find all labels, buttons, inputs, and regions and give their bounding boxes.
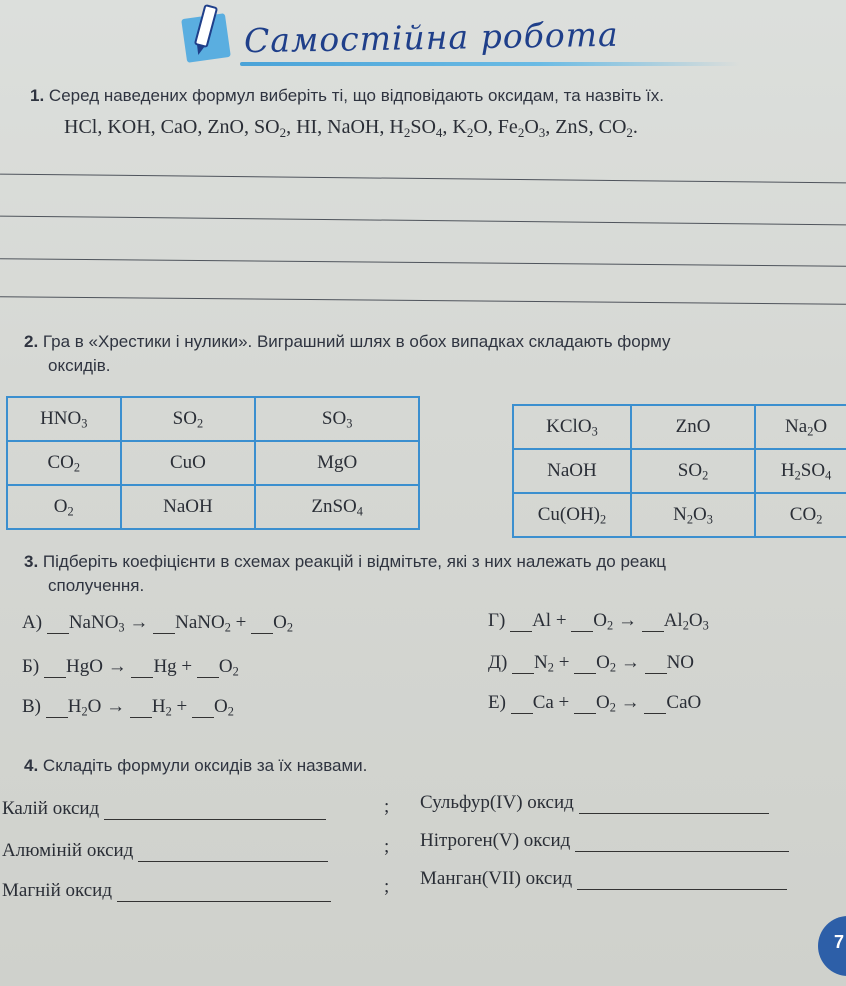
coefficient-blank[interactable]: [47, 615, 69, 634]
coefficient-blank[interactable]: [197, 659, 219, 678]
question-3-cont: сполучення.: [48, 576, 145, 595]
grid-cell[interactable]: $CO_2$: [755, 493, 846, 537]
oxide-left-2: Алюміній оксид: [2, 840, 328, 862]
grid-cell[interactable]: NaOH: [513, 449, 631, 493]
coefficient-blank[interactable]: [153, 615, 175, 634]
question-text: Серед наведених формул виберіть ті, що відповідають оксидам, та назвіть їх.: [48, 86, 664, 105]
grid-cell[interactable]: $H_2SO_4$: [755, 449, 846, 493]
answer-blank[interactable]: [579, 795, 769, 814]
question-2: [24, 332, 671, 352]
grid-cell[interactable]: $HNO_3$: [7, 397, 121, 441]
coefficient-blank[interactable]: [510, 613, 532, 632]
oxide-right-1: Сульфур(IV) оксид: [420, 792, 769, 814]
reaction-b: Б) HgO → $Hg + O_2$: [22, 656, 239, 679]
coefficient-blank[interactable]: [645, 655, 667, 674]
answer-line[interactable]: [0, 258, 846, 266]
answer-line[interactable]: [0, 174, 846, 184]
reaction-d: Д) $N_2 + O_2$ → NO: [488, 652, 695, 675]
grid-cell[interactable]: MgO: [255, 441, 419, 485]
grid-cell[interactable]: $Cu(OH)_2$: [513, 493, 631, 537]
question-text: Підберіть коефіцієнти в схемах реакцій і відмітьте, які з них належать до реакц: [42, 552, 666, 571]
reaction-v: В) $H_2O \to H_2 + O_2$: [22, 696, 234, 719]
reaction-a: А) NaNO$_3$ → NaNO$_2$ + $O_2$: [22, 612, 293, 635]
question-number: 1.: [30, 86, 45, 105]
grid-cell[interactable]: $CO_2$: [7, 441, 121, 485]
grid-cell[interactable]: CuO: [121, 441, 256, 485]
question-text: Складіть формули оксидів за їх назвами.: [42, 756, 368, 775]
question-2-cont: оксидів.: [48, 356, 111, 375]
answer-blank[interactable]: [117, 883, 331, 902]
grid-cell[interactable]: $SO_2$: [631, 449, 755, 493]
coefficient-blank[interactable]: [251, 615, 273, 634]
grid-cell[interactable]: NaOH: [121, 485, 256, 529]
coefficient-blank[interactable]: [130, 699, 152, 718]
coefficient-blank[interactable]: [574, 655, 596, 674]
answer-blank[interactable]: [575, 833, 789, 852]
answer-blank[interactable]: [577, 871, 787, 890]
coefficient-blank[interactable]: [512, 655, 534, 674]
oxide-left-3: Магній оксид: [2, 880, 331, 902]
separator: ;: [384, 876, 390, 897]
formula-list: HCl, KOH, CaO, ZnO, $SO_2$, HI, NaOH, $H_2SO_4$, $K_2O$, $Fe_2O_3$, ZnS, $CO_2$.: [64, 116, 638, 140]
reaction-e: Е) $Ca + O_2$ → CaO: [488, 692, 702, 715]
oxide-right-3: Манган(VII) оксид: [420, 868, 787, 890]
oxide-right-2: Нітроген(V) оксид: [420, 830, 789, 852]
separator: ;: [384, 836, 390, 857]
question-3: [24, 552, 666, 572]
grid-cell[interactable]: $SO_2$: [121, 397, 256, 441]
answer-line[interactable]: [0, 296, 846, 304]
coefficient-blank[interactable]: [574, 695, 596, 714]
coefficient-blank[interactable]: [642, 613, 664, 632]
question-number: 2.: [24, 332, 39, 351]
tic-tac-toe-grid-2: [512, 404, 846, 538]
answer-blank[interactable]: [138, 843, 328, 862]
question-text: Гра в «Хрестики і нулики». Виграшний шлях в обох випадках складають форму: [42, 332, 671, 351]
tic-tac-toe-grid-1: [6, 396, 420, 530]
coefficient-blank[interactable]: [46, 699, 68, 718]
page-title: Самостійна робота: [243, 14, 619, 61]
grid-cell[interactable]: $Na_2O$: [755, 405, 846, 449]
separator: ;: [384, 796, 390, 817]
pencil-icon: [180, 2, 238, 64]
grid-cell[interactable]: $O_2$: [7, 485, 121, 529]
answer-blank[interactable]: [104, 801, 326, 820]
grid-cell[interactable]: ZnO: [631, 405, 755, 449]
question-number: 3.: [24, 552, 39, 571]
title-underline: [240, 62, 740, 66]
answer-line[interactable]: [0, 216, 846, 226]
question-4: [24, 756, 367, 776]
oxide-left-1: Калій оксид: [2, 798, 326, 820]
grid-cell[interactable]: KClO$_3$: [513, 405, 631, 449]
coefficient-blank[interactable]: [644, 695, 666, 714]
question-number: 4.: [24, 756, 39, 775]
grid-cell[interactable]: $N_2O_3$: [631, 493, 755, 537]
page-number: 7: [834, 932, 845, 952]
coefficient-blank[interactable]: [44, 659, 66, 678]
section-header: [180, 0, 820, 80]
grid-cell[interactable]: ZnSO$_4$: [255, 485, 419, 529]
coefficient-blank[interactable]: [571, 613, 593, 632]
grid-cell[interactable]: $SO_3$: [255, 397, 419, 441]
question-1: [30, 86, 664, 106]
coefficient-blank[interactable]: [511, 695, 533, 714]
coefficient-blank[interactable]: [131, 659, 153, 678]
coefficient-blank[interactable]: [192, 699, 214, 718]
reaction-g: Г) $Al + O_2 \to Al_2O_3$: [488, 610, 709, 633]
